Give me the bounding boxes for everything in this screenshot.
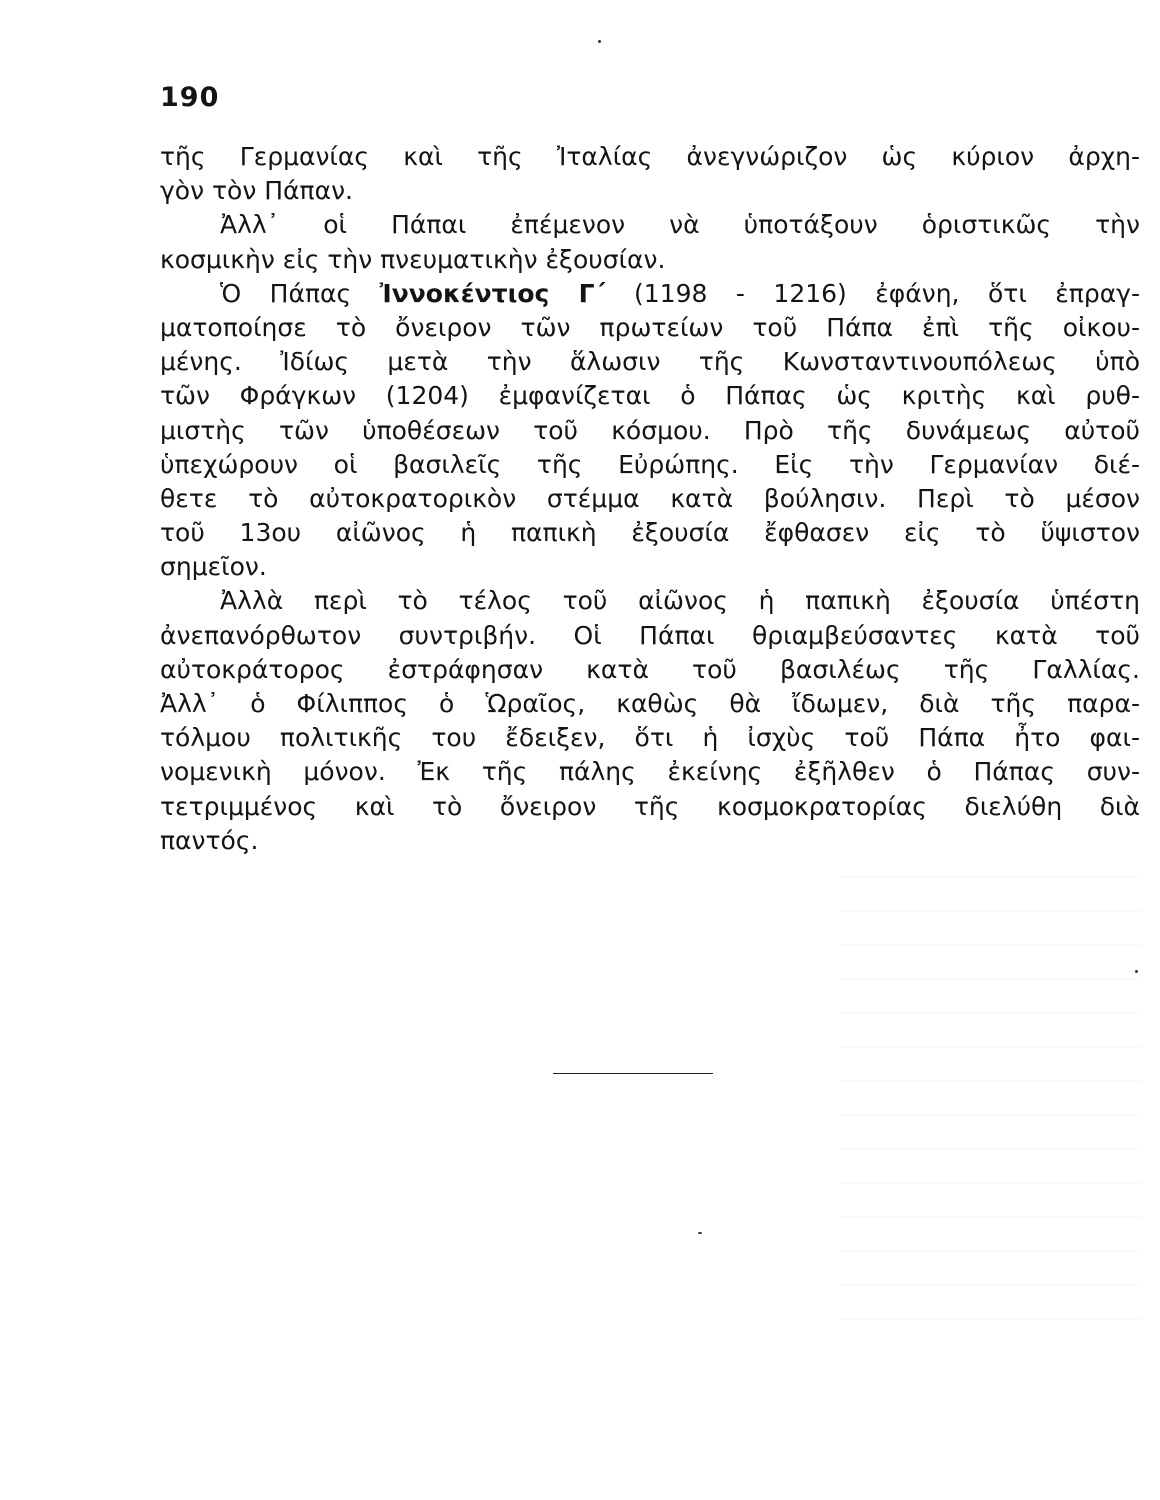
text-line: κοσμικὴν εἰς τὴν πνευματικὴν ἐξουσίαν. [160, 244, 666, 274]
text-line: σημεῖον. [160, 552, 267, 582]
pope-name: Ἰννοκέντιος Γ΄ [379, 278, 606, 308]
text-line: θετε τὸ αὐτοκρατορικὸν στέμμα κατὰ βούλησιν. Περὶ τὸ μέσον [160, 483, 1140, 513]
text-line: παντός. [160, 825, 259, 855]
paper-speck [698, 1232, 702, 1234]
text-line: αὐτοκράτορος ἐστράφησαν κατὰ τοῦ βασιλέως τῆς Γαλλίας. [160, 654, 1140, 684]
text-line: γὸν τὸν Πάπαν. [160, 176, 353, 206]
text-line: ματοποίησε τὸ ὄνειρον τῶν πρωτείων τοῦ Πάπα ἐπὶ τῆς οἰκου- [160, 312, 1140, 342]
paper-speck [1135, 970, 1138, 973]
text-line: τῶν Φράγκων (1204) ἐμφανίζεται ὁ Πάπας ὡς κριτὴς καὶ ρυθ- [160, 381, 1140, 411]
body-text [160, 140, 1140, 858]
text-line: μιστὴς τῶν ὑποθέσεων τοῦ κόσμου. Πρὸ τῆς δυνάμεως αὐτοῦ [160, 415, 1140, 445]
text-line: Ἀλλ᾽ ὁ Φίλιππος ὁ Ὡραῖος, καθὼς θὰ ἴδωμεν, διὰ τῆς παρα- [160, 689, 1140, 718]
text-line: τοῦ 13ου αἰῶνος ἡ παπικὴ ἐξουσία ἔφθασεν εἰς τὸ ὕψιστον [160, 518, 1140, 548]
paper-bleed-through [840, 860, 1140, 1320]
text-line-innocent [160, 277, 1140, 311]
innocent-suffix: (1198 - 1216) ἐφάνη, ὅτι ἐπραγ- [605, 278, 1140, 308]
section-divider [553, 1073, 713, 1074]
text-line: Ἀλλ᾽ οἱ Πάπαι ἐπέμενον νὰ ὑποτάξουν ὁριστικῶς τὴν [220, 210, 1140, 240]
page-number: 190 [160, 82, 220, 113]
paper-speck [598, 40, 601, 43]
text-line: μένης. Ἰδίως μετὰ τὴν ἅλωσιν τῆς Κωνσταντινουπόλεως ὑπὸ [160, 347, 1140, 377]
text-line: ὑπεχώρουν οἱ βασιλεῖς τῆς Εὐρώπης. Εἰς τὴν Γερμανίαν διέ- [160, 449, 1140, 479]
innocent-prefix: Ὁ Πάπας [220, 278, 380, 308]
text-line: τόλμου πολιτικῆς του ἔδειξεν, ὅτι ἡ ἰσχὺς τοῦ Πάπα ἦτο φαι- [160, 723, 1140, 753]
text-line: τετριμμένος καὶ τὸ ὄνειρον τῆς κοσμοκρατορίας διελύθη διὰ [160, 791, 1140, 821]
text-line: ἀνεπανόρθωτον συντριβήν. Οἱ Πάπαι θριαμβεύσαντες κατὰ τοῦ [160, 620, 1140, 650]
text-line: νομενικὴ μόνον. Ἐκ τῆς πάλης ἐκείνης ἐξῆλθεν ὁ Πάπας συν- [160, 757, 1140, 787]
text-line: τῆς Γερμανίας καὶ τῆς Ἰταλίας ἀνεγνώριζον ὡς κύριον ἀρχη- [160, 142, 1140, 171]
text-line: Ἀλλὰ περὶ τὸ τέλος τοῦ αἰῶνος ἡ παπικὴ ἐξουσία ὑπέστη [220, 586, 1140, 616]
